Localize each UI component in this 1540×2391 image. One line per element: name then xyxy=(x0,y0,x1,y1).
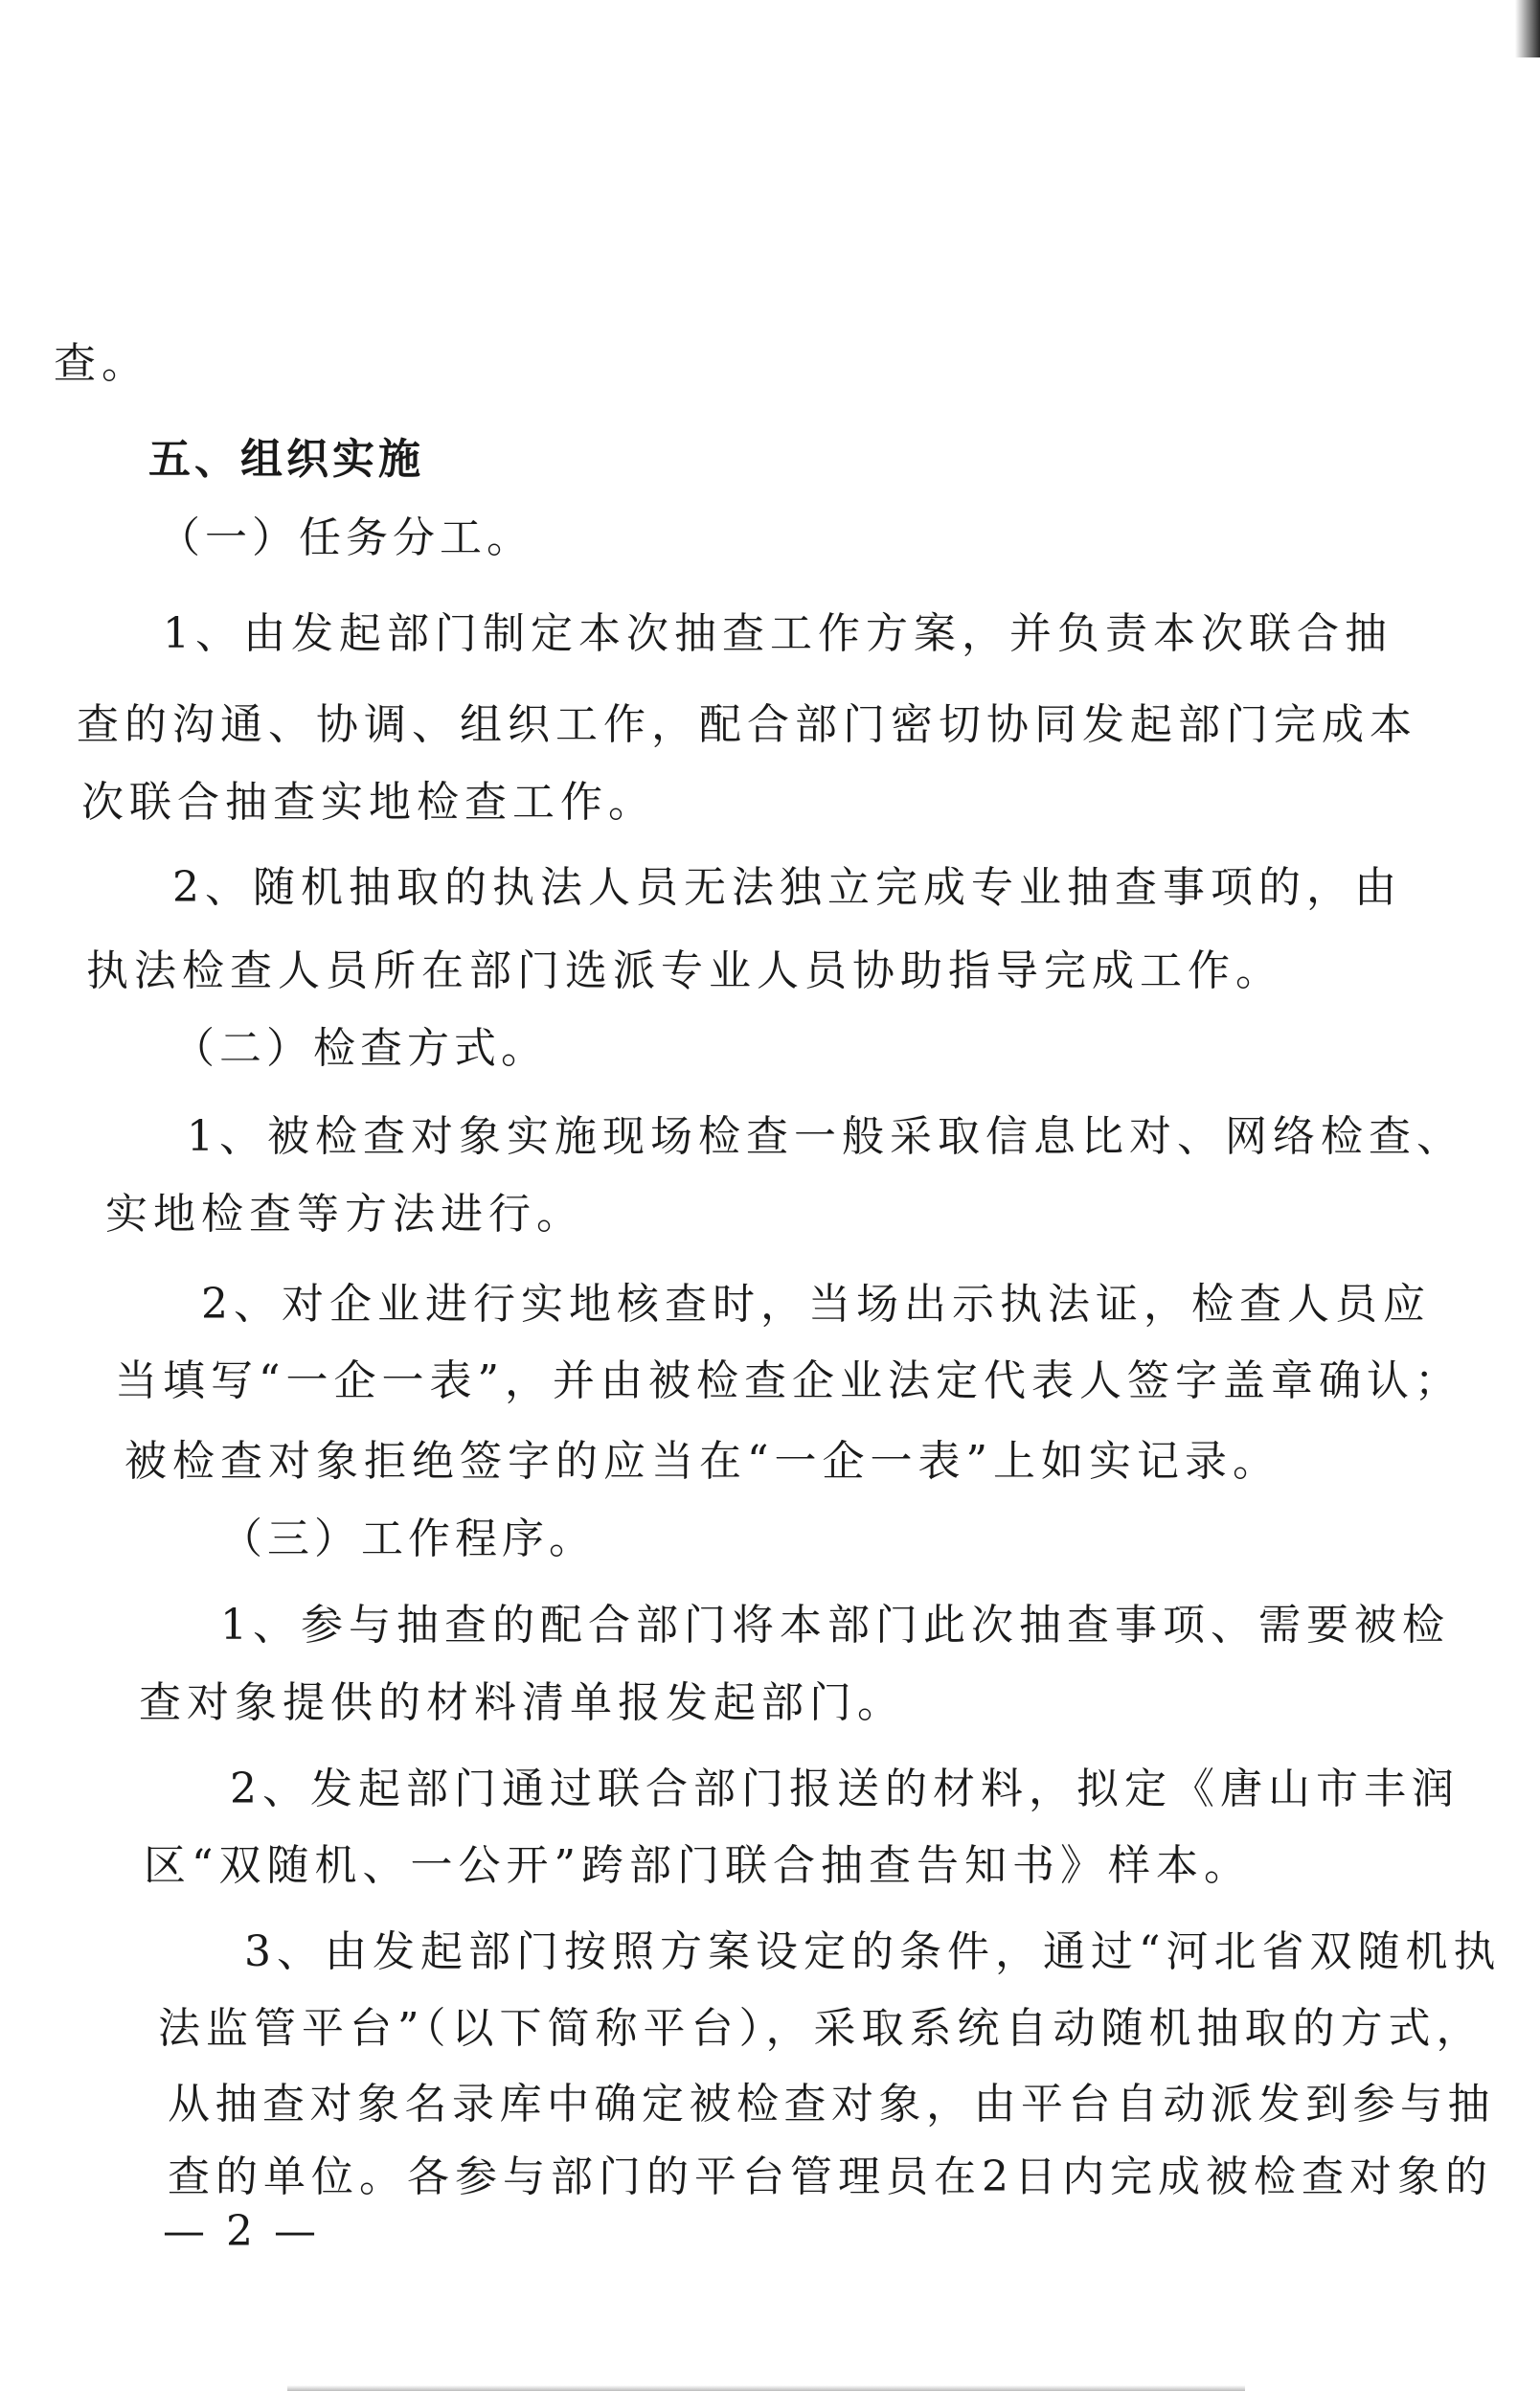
text-line: 1、被检查对象实施现场检查一般采取信息比对、网络检查、 xyxy=(187,1112,1464,1161)
text-line: 3、由发起部门按照方案设定的条件，通过“河北省双随机执 xyxy=(244,1927,1502,1976)
page-number: — 2 — xyxy=(163,2207,320,2256)
text-line: 从抽查对象名录库中确定被检查对象，由平台自动派发到参与抽 xyxy=(168,2080,1495,2129)
text-line: 2、随机抽取的执法人员无法独立完成专业抽查事项的，由 xyxy=(172,863,1402,912)
text-line: 2、对企业进行实地核查时，当场出示执法证，检查人员应 xyxy=(201,1280,1431,1329)
section-heading-organization: 五、组织实施 xyxy=(148,435,424,484)
text-line: 当填写“一企一表”，并由被检查企业法定代表人签字盖章确认； xyxy=(115,1356,1462,1405)
text-line: 执法检查人员所在部门选派专业人员协助指导完成工作。 xyxy=(86,946,1283,995)
text-line: 被检查对象拒绝签字的应当在“一企一表”上如实记录。 xyxy=(125,1437,1280,1486)
text-line-continuation: 查。 xyxy=(54,339,149,388)
text-line: 法监管平台”（以下简称平台），采取系统自动随机抽取的方式， xyxy=(158,2004,1484,2053)
text-line: 1、由发起部门制定本次抽查工作方案，并负责本次联合抽 xyxy=(163,609,1393,658)
text-line: 实地检查等方法进行。 xyxy=(105,1190,584,1239)
text-line: 2、发起部门通过联合部门报送的材料，拟定《唐山市丰润 xyxy=(230,1765,1460,1813)
text-line: 次联合抽查实地检查工作。 xyxy=(81,778,656,827)
text-line: 1、参与抽查的配合部门将本部门此次抽查事项、需要被检 xyxy=(220,1601,1450,1650)
text-line: 查的单位。各参与部门的平台管理员在2日内完成被检查对象的 xyxy=(168,2152,1493,2201)
scan-edge-shadow xyxy=(1515,0,1540,57)
subsection-heading-task-division: （一）任务分工。 xyxy=(158,513,533,562)
text-line: 区“双随机、一公开”跨部门联合抽查告知书》样本。 xyxy=(144,1841,1252,1890)
subsection-heading-work-procedure: （三）工作程序。 xyxy=(220,1514,596,1563)
subsection-heading-inspection-method: （二）检查方式。 xyxy=(172,1024,548,1073)
scan-bottom-shadow xyxy=(287,2385,1245,2391)
text-line: 查对象提供的材料清单报发起部门。 xyxy=(139,1678,905,1727)
text-line: 查的沟通、协调、组织工作，配合部门密切协同发起部门完成本 xyxy=(77,700,1417,749)
